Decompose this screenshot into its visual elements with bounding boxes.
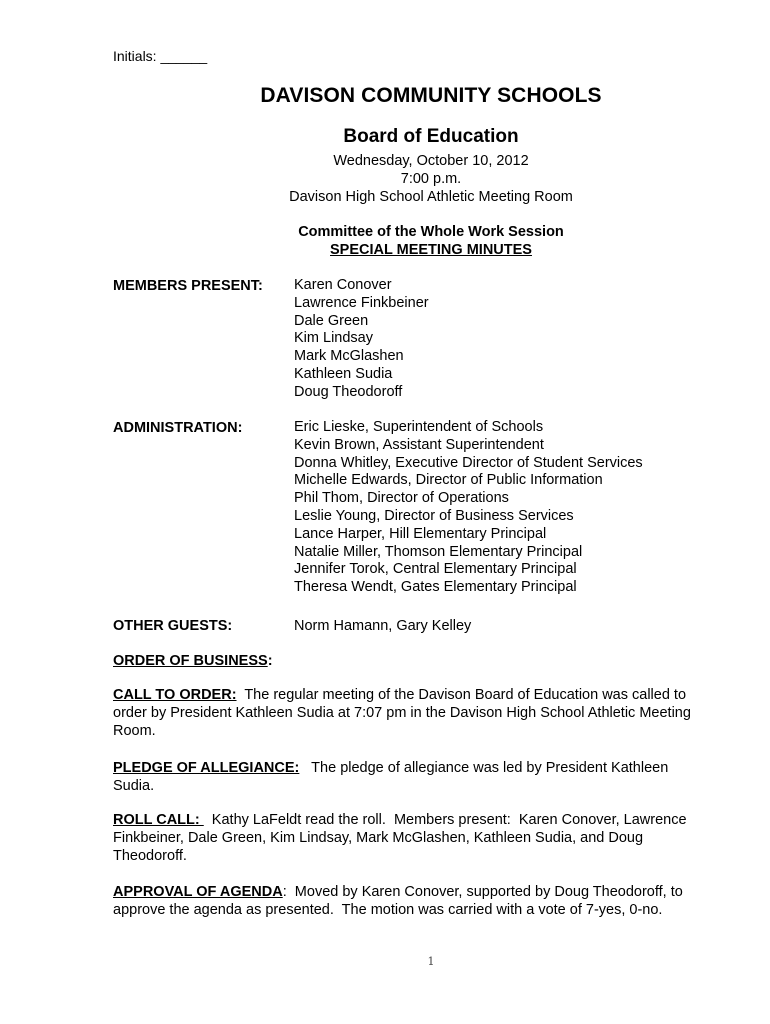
roll-call-text: Kathy LaFeldt read the roll. Members present: Karen Conover, Lawrence Finkbeiner, Dale Green, Kim Lindsay, Mark McGlashen, Kathleen Sudia, and Doug Theodoroff. [113, 812, 691, 864]
administration-label: ADMINISTRATION: [113, 420, 243, 436]
meeting-time: 7:00 p.m. [400, 171, 462, 187]
member-name: Doug Theodoroff [294, 383, 403, 400]
administrator-entry: Lance Harper, Hill Elementary Principal [294, 525, 547, 542]
administration-list [294, 419, 643, 597]
initials-line: Initials: ______ [113, 48, 208, 64]
meeting-type: SPECIAL MEETING MINUTES [330, 242, 532, 258]
administrator-entry: Jennifer Torok, Central Elementary Principal [294, 561, 577, 578]
organization-name: DAVISON COMMUNITY SCHOOLS [260, 84, 602, 107]
approval-of-agenda-text: : Moved by Karen Conover, supported by Doug Theodoroff, to approve the agenda as presented. The motion was carried with a vote of 7-yes, 0-no. [113, 884, 687, 918]
roll-call-paragraph [113, 811, 713, 865]
committee-title: Committee of the Whole Work Session [298, 224, 564, 240]
other-guests-value: Norm Hamann, Gary Kelley [294, 618, 472, 634]
board-title: Board of Education [343, 126, 519, 147]
administrator-entry: Eric Lieske, Superintendent of Schools [294, 419, 544, 435]
call-to-order-heading: CALL TO ORDER: [113, 687, 237, 703]
meeting-location: Davison High School Athletic Meeting Room [289, 189, 573, 205]
pledge-heading: PLEDGE OF ALLEGIANCE: [113, 760, 300, 776]
members-present-label: MEMBERS PRESENT: [113, 278, 263, 294]
administrator-entry: Kevin Brown, Assistant Superintendent [294, 436, 544, 453]
approval-of-agenda-heading: APPROVAL OF AGENDA [113, 884, 283, 900]
pledge-text: The pledge of allegiance was led by President Kathleen Sudia. [113, 760, 673, 794]
pledge-paragraph [113, 759, 713, 795]
order-of-business-heading [113, 652, 273, 670]
call-to-order-text: The regular meeting of the Davison Board of Education was called to order by President Kathleen Sudia at 7:07 pm in the Davison High School Athletic Meeting Room. [113, 687, 695, 739]
member-name: Mark McGlashen [294, 348, 404, 365]
meeting-date: Wednesday, October 10, 2012 [333, 153, 529, 169]
call-to-order-paragraph [113, 686, 713, 740]
other-guests-label: OTHER GUESTS: [113, 618, 233, 634]
administrator-entry: Donna Whitley, Executive Director of Student Services [294, 454, 643, 471]
member-name: Dale Green [294, 312, 369, 329]
member-name: Kim Lindsay [294, 330, 373, 347]
page-number: 1 [427, 955, 435, 968]
administrator-entry: Natalie Miller, Thomson Elementary Principal [294, 543, 583, 560]
approval-of-agenda-paragraph [113, 883, 713, 919]
administrator-entry: Leslie Young, Director of Business Services [294, 507, 574, 524]
administrator-entry: Michelle Edwards, Director of Public Information [294, 472, 603, 489]
members-present-list [294, 277, 429, 402]
member-name: Lawrence Finkbeiner [294, 294, 429, 311]
member-name: Karen Conover [294, 277, 392, 293]
roll-call-heading: ROLL CALL: [113, 812, 204, 828]
order-of-business-colon: : [267, 653, 273, 669]
order-of-business-label: ORDER OF BUSINESS [113, 653, 268, 669]
administrator-entry: Phil Thom, Director of Operations [294, 490, 509, 507]
member-name: Kathleen Sudia [294, 365, 393, 382]
administrator-entry: Theresa Wendt, Gates Elementary Principal [294, 579, 577, 596]
